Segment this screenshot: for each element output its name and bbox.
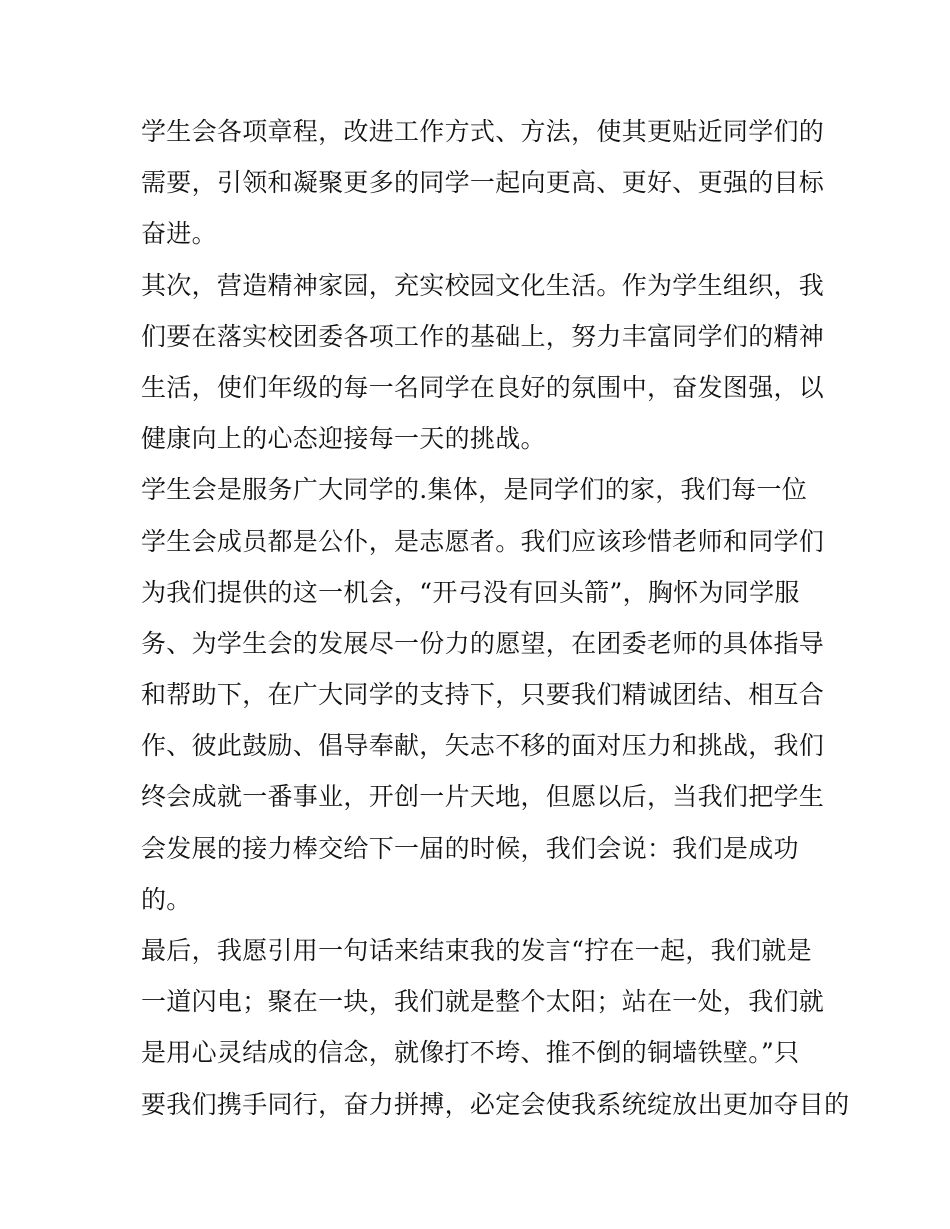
text-line: 最后，我愿引用一句话来结束我的发言“拧在一起，我们就是 — [141, 936, 812, 965]
text-line: 的。 — [141, 884, 192, 914]
text-line: 是用心灵结成的信念，就像打不垮、推不倒的铜墙铁壁。”只 — [141, 1038, 800, 1068]
text-line: 为我们提供的这一机会，“开弓没有回头箭”，胸怀为同学服 — [141, 577, 800, 607]
text-line: 一道闪电；聚在一块，我们就是整个太阳；站在一处，我们就 — [141, 987, 825, 1017]
text-line: 作、彼此鼓励、倡导奉献，矢志不移的面对压力和挑战，我们 — [141, 731, 825, 761]
speech-text — [141, 106, 850, 1130]
text-line: 学生会是服务广大同学的.集体，是同学们的家，我们每一位 — [141, 475, 808, 505]
text-line: 其次，营造精神家园，充实校园文化生活。作为学生组织，我 — [141, 270, 825, 300]
text-line: 终会成就一番事业，开创一片天地，但愿以后，当我们把学生 — [141, 782, 825, 812]
text-line: 奋进。 — [141, 219, 217, 249]
text-line: 生活，使们年级的每一名同学在良好的氛围中，奋发图强，以 — [141, 372, 825, 402]
text-line: 会发展的接力棒交给下一届的时候，我们会说：我们是成功 — [141, 833, 799, 863]
text-line: 们要在落实校团委各项工作的基础上，努力丰富同学们的精神 — [141, 321, 825, 351]
text-line: 健康向上的心态迎接每一天的挑战。 — [141, 424, 546, 454]
text-line: 和帮助下，在广大同学的支持下，只要我们精诚团结、相互合 — [141, 680, 825, 710]
text-line: 要我们携手同行，奋力拼搏，必定会使我系统绽放出更加夺目的 — [141, 1089, 850, 1119]
text-line: 务、为学生会的发展尽一份力的愿望，在团委老师的具体指导 — [141, 628, 825, 658]
text-line: 需要，引领和凝聚更多的同学一起向更高、更好、更强的目标 — [141, 168, 825, 198]
text-line: 学生会各项章程，改进工作方式、方法，使其更贴近同学们的 — [141, 117, 825, 146]
text-line: 学生会成员都是公仆，是志愿者。我们应该珍惜老师和同学们 — [141, 526, 825, 556]
